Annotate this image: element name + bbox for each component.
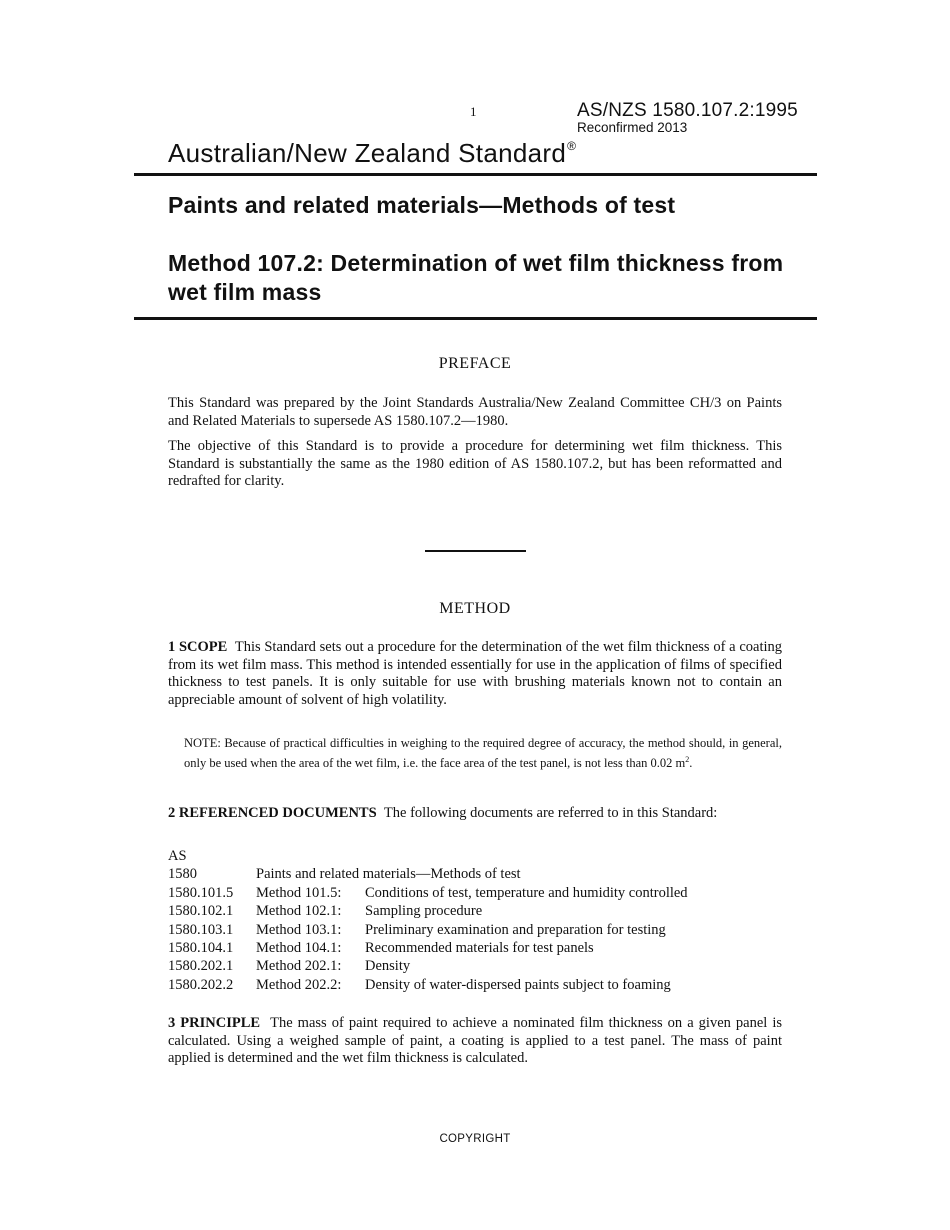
ref-code: 1580.101.5 xyxy=(168,884,234,901)
subtitle: Paints and related materials—Methods of test xyxy=(168,192,676,218)
preface-paragraph-2: The objective of this Standard is to provide a procedure for determining wet film thickness. This Standard is substantially the same as the 1980 edition of AS 1580.107.2, but has been reformatted and redrafted for clarity. xyxy=(168,438,782,489)
document-title xyxy=(168,138,576,169)
ref-method: Method 202.1: xyxy=(256,958,342,975)
registered-mark: ® xyxy=(567,139,577,153)
ref-method: Method 104.1: xyxy=(256,940,342,957)
note-end: . xyxy=(689,755,693,770)
principle-clause xyxy=(168,1015,782,1068)
list-item xyxy=(168,957,688,975)
list-item xyxy=(168,902,688,920)
header-rule-bottom xyxy=(134,317,817,320)
document-title-text: Australian/New Zealand Standard xyxy=(168,138,567,168)
note-text: NOTE: Because of practical difficulties in weighing to the required degree of accuracy, the method should, in general, only be used when the area of the wet film, i.e. the face area of the test panel, is not less than 0.02 m xyxy=(184,736,782,770)
principle-text: The mass of paint required to achieve a nominated film thickness on a given panel is calculated. Using a weighed sample of paint, a coating is applied to a test panel. The mass of paint applied is determined and the wet film thickness is calculated. xyxy=(168,1015,783,1066)
preface-heading: PREFACE xyxy=(438,355,512,372)
ref-method: Method 202.2: xyxy=(256,976,342,993)
list-item xyxy=(168,884,688,902)
ref-code: 1580.202.1 xyxy=(168,958,234,975)
ref-method: Method 103.1: xyxy=(256,921,342,938)
ref-title: Density of water-dispersed paints subject to foaming xyxy=(365,976,671,993)
ref-method: Method 102.1: xyxy=(256,903,342,920)
scope-text: This Standard sets out a procedure for the determination of the wet film thickness of a coating from its wet film mass. This method is intended essentially for use in the application of films of specified thickness to test panels. It is only suitable for use with brushing materials known not to contain an appreciable amount of solvent of high volatility. xyxy=(168,639,783,708)
refdocs-label: 2 REFERENCED DOCUMENTS xyxy=(168,805,377,821)
copyright-footer: COPYRIGHT xyxy=(439,1133,511,1145)
list-item xyxy=(168,921,688,939)
ref-method: Method 101.5: xyxy=(256,884,342,901)
principle-label: 3 PRINCIPLE xyxy=(168,1015,261,1031)
list-item xyxy=(168,976,688,994)
method-title: Method 107.2: Determination of wet film thickness from wet film mass xyxy=(168,250,784,305)
scope-note xyxy=(184,735,782,771)
scope-label: 1 SCOPE xyxy=(168,639,228,655)
page-number: 1 xyxy=(470,104,477,119)
ref-prefix-row xyxy=(168,847,688,865)
ref-code: 1580.102.1 xyxy=(168,903,234,920)
header-rule-top xyxy=(134,173,817,176)
note-superscript: 2 xyxy=(685,754,690,764)
refdocs-text: The following documents are referred to in this Standard: xyxy=(383,805,718,821)
ref-title: Conditions of test, temperature and humidity controlled xyxy=(365,884,688,901)
method-heading: METHOD xyxy=(439,600,511,617)
ref-code: 1580 xyxy=(168,866,197,883)
ref-code: 1580.104.1 xyxy=(168,940,234,957)
ref-title: Preliminary examination and preparation for testing xyxy=(365,921,666,938)
preface-paragraph-1: This Standard was prepared by the Joint Standards Australia/New Zealand Committee CH/3 on Paints and Related Materials to supersede AS 1580.107.2—1980. xyxy=(168,395,782,429)
ref-prefix: AS xyxy=(168,848,187,864)
referenced-documents-clause xyxy=(168,805,782,823)
ref-title: Paints and related materials—Methods of test xyxy=(256,866,521,883)
ref-code: 1580.103.1 xyxy=(168,921,234,938)
list-item xyxy=(168,865,688,883)
standard-number: AS/NZS 1580.107.2:1995 xyxy=(577,100,798,121)
reconfirmed-label: Reconfirmed 2013 xyxy=(577,120,688,135)
ref-title: Recommended materials for test panels xyxy=(365,940,594,957)
scope-clause xyxy=(168,639,782,709)
ref-title: Density xyxy=(365,958,411,975)
ref-code: 1580.202.2 xyxy=(168,976,234,993)
list-item xyxy=(168,939,688,957)
ref-title: Sampling procedure xyxy=(365,903,483,920)
referenced-documents-list xyxy=(168,847,688,994)
section-divider xyxy=(425,550,526,552)
